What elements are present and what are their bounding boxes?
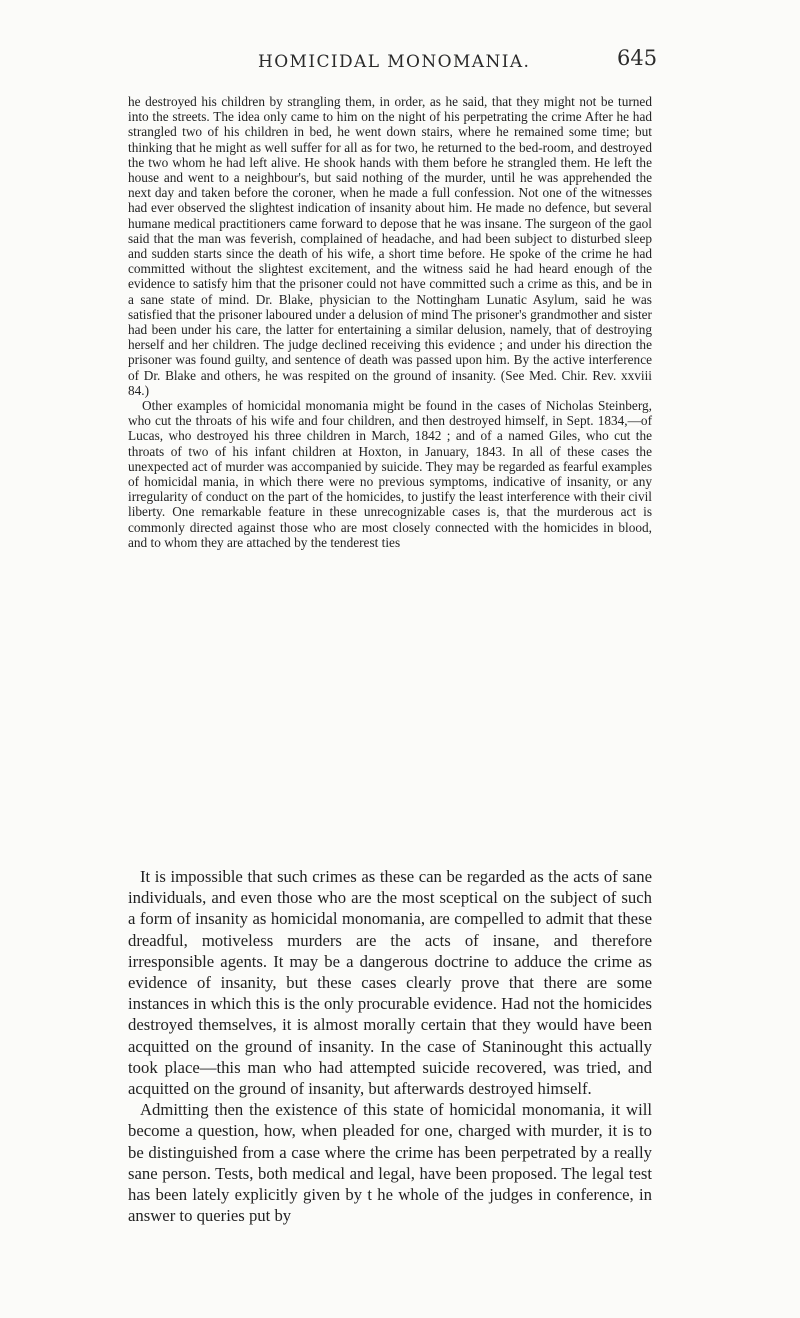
paragraph-admitting-existence: Admitting then the existence of this state of homicidal monomania, it will become a question, how, when pleaded for one, charged with murder, it is to be distinguished from a case where the crime has been perpetrated by a really sane person. Tests, both medical and legal, have been proposed. The legal test has been lately explicitly given by t he whole of the judges in conference, in answer to queries put by bbox=[128, 1100, 652, 1226]
main-text-block bbox=[128, 866, 652, 1226]
running-title: HOMICIDAL MONOMANIA. bbox=[258, 52, 531, 72]
page-number: 645 bbox=[617, 46, 658, 70]
paragraph-case-continuation: he destroyed his children by strangling them, in order, as he said, that they might not be turned into the streets. The idea only came to him on the night of his perpetrating the crime After he had strangled two of his children in bed, he went down stairs, where he remained some time; but thinking that he might as well suffer for all as for two, he returned to the bed-room, and destroyed the two whom he had left alive. He shook hands with them before he strangled them. He left the house and went to a neighbour's, but said nothing of the murder, until he was apprehended the next day and taken before the coroner, when he made a full confession. Not one of the witnesses had ever observed the slightest indication of insanity about him. He made no defence, but several humane medical practitioners came forward to depose that he was insane. The surgeon of the gaol said that the man was feverish, complained of headache, and had been subject to disturbed sleep and sudden starts since the death of his wife, a short time before. He spoke of the crime he had committed without the slightest excitement, and the witness said he had heard enough of the evidence to satisfy him that the prisoner could not have committed such a crime as this, and be in a sane state of mind. Dr. Blake, physician to the Nottingham Lunatic Asylum, said he was satisfied that the prisoner laboured under a delusion of mind The prisoner's grandmother and sister had been under his care, the latter for entertaining a similar delusion, namely, that of destroying herself and her children. The judge declined receiving this evidence ; and under his direction the prisoner was found guilty, and sentence of death was passed upon him. By the active interference of Dr. Blake and others, he was respited on the ground of insanity. (See Med. Chir. Rev. xxviii 84.) bbox=[128, 94, 652, 398]
small-print-block bbox=[128, 94, 652, 550]
paragraph-other-examples: Other examples of homicidal monomania might be found in the cases of Nicholas Steinberg, who cut the throats of his wife and four children, and then destroyed himself, in Sept. 1834,—of Lucas, who destroyed his three children in March, 1842 ; and of a named Giles, who cut the throats of two of his infant children at Hoxton, in January, 1843. In all of these cases the unexpected act of murder was accompanied by suicide. They may be regarded as fearful examples of homicidal mania, in which there were no previous symptoms, indicative of insanity, or any irregularity of conduct on the part of the homicides, to justify the least interference with their civil liberty. One remarkable feature in these unrecognizable cases is, that the murderous act is commonly directed against those who are most closely connected with the homicides in blood, and to whom they are attached by the tenderest ties bbox=[128, 398, 652, 550]
paragraph-impossible-crimes: It is impossible that such crimes as these can be regarded as the acts of sane individuals, and even those who are the most sceptical on the subject of such a form of insanity as homicidal monomania, are compelled to admit that these dreadful, motiveless murders are the acts of insane, and therefore irresponsible agents. It may be a dangerous doctrine to adduce the crime as evidence of insanity, but these cases clearly prove that there are some instances in which this is the only procurable evidence. Had not the homicides destroyed themselves, it is almost morally certain that they would have been acquitted on the ground of insanity. In the case of Staninought this actually took place—this man who had attempted suicide recovered, was tried, and acquitted on the ground of insanity, but afterwards destroyed himself. bbox=[128, 867, 652, 1099]
